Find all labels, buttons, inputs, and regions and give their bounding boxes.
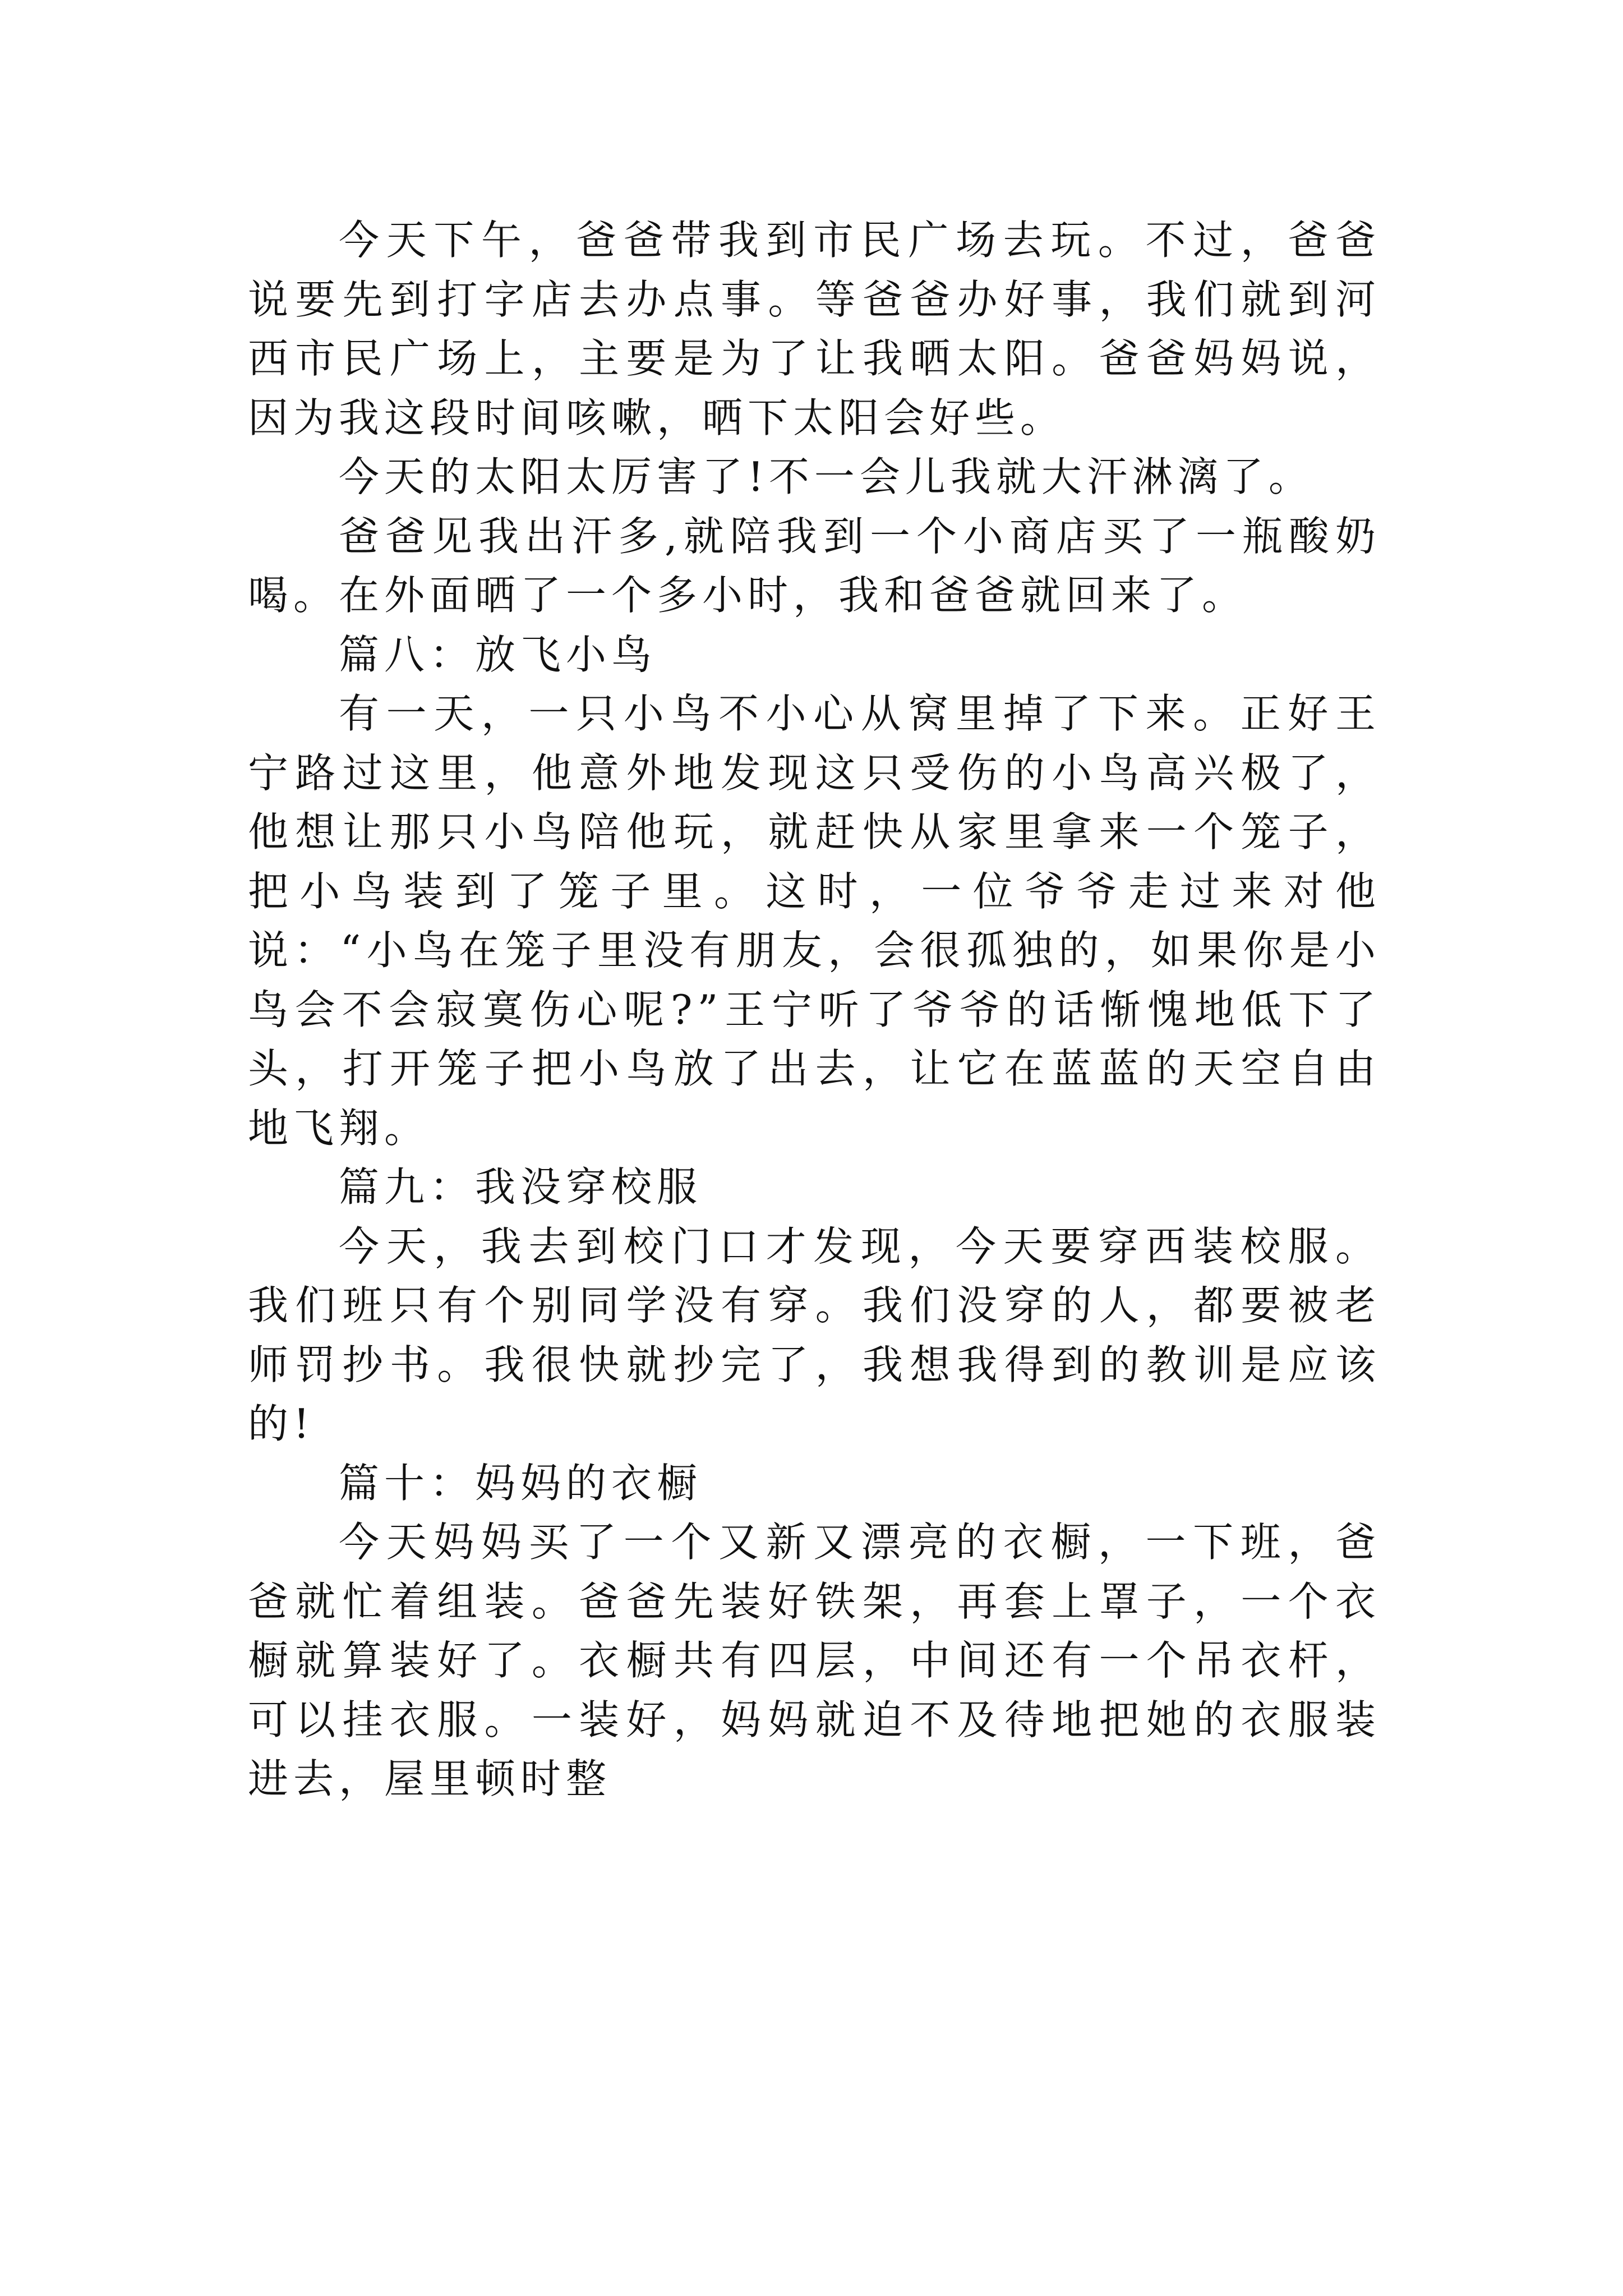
paragraph-school-uniform: 今天，我去到校门口才发现，今天要穿西装校服。我们班只有个别同学没有穿。我们没穿的人，都要被老师罚抄书。我很快就抄完了，我想我得到的教训是应该的! [248,1222,1381,1447]
heading-chapter-ten: 篇十：妈妈的衣橱 [339,1459,703,1507]
heading-chapter-nine: 篇九：我没穿校服 [339,1163,703,1211]
paragraph-wardrobe: 今天妈妈买了一个又新又漂亮的衣橱，一下班，爸爸就忙着组装。爸爸先装好铁架，再套上罩子，一个衣橱就算装好了。衣橱共有四层，中间还有一个吊衣杆，可以挂衣服。一装好，妈妈就迫不及待地把她的衣服装进去，屋里顿时整 [248,1519,1381,1802]
paragraph-afternoon-square: 今天下午，爸爸带我到市民广场去玩。不过，爸爸说要先到打字店去办点事。等爸爸办好事，我们就到河西市民广场上，主要是为了让我晒太阳。爸爸妈妈说，因为我这段时间咳嗽，晒下太阳会好些。 [248,217,1381,441]
paragraph-yogurt: 爸爸见我出汗多,就陪我到一个小商店买了一瓶酸奶喝。在外面晒了一个多小时，我和爸爸就回来了。 [248,512,1381,619]
paragraph-release-bird: 有一天，一只小鸟不小心从窝里掉了下来。正好王宁路过这里，他意外地发现这只受伤的小鸟高兴极了，他想让那只小鸟陪他玩，就赶快从家里拿来一个笼子，把小鸟装到了笼子里。这时，一位爷爷走过来对他说：“小鸟在笼子里没有朋友，会很孤独的，如果你是小鸟会不会寂寞伤心呢?”王宁听了爷爷的话惭愧地低下了头，打开笼子把小鸟放了出去，让它在蓝蓝的天空自由地飞翔。 [248,690,1381,1152]
paragraph-sun-sweat: 今天的太阳太厉害了!不一会儿我就大汗淋漓了。 [339,453,1314,500]
document-body [248,211,1381,1809]
heading-chapter-eight: 篇八：放飞小鸟 [339,631,657,678]
